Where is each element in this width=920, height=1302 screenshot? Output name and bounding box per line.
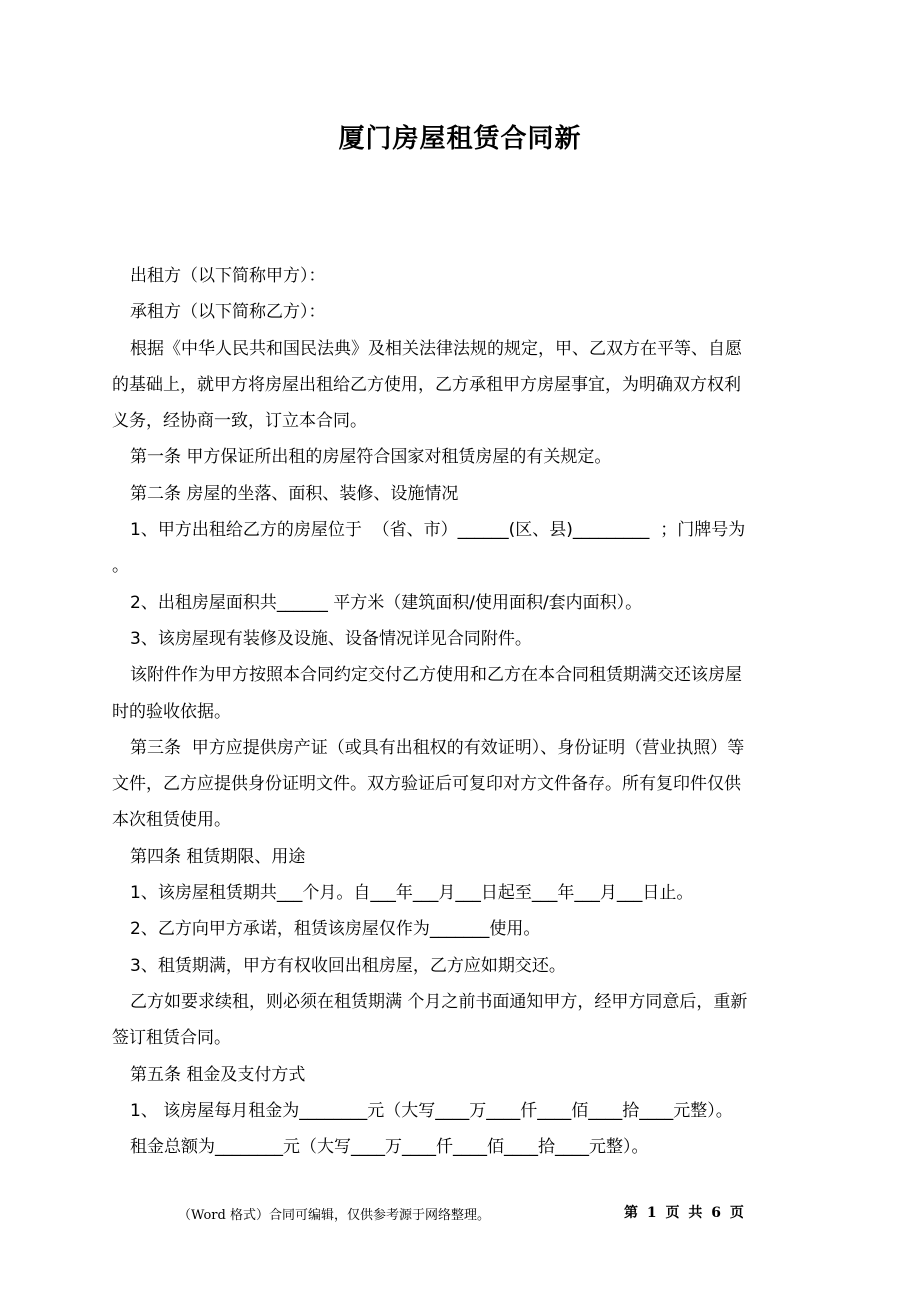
attachment-note-2: 时的验收依据。 [112, 701, 231, 722]
article-4-item-3: 3、租赁期满，甲方有权收回出租房屋，乙方应如期交还。 [130, 955, 566, 976]
article-2-item-1: 1、甲方出租给乙方的房屋位于 （省、市）______(区、县)_________ ；门牌号为 [130, 520, 746, 541]
article-3-line-1: 第三条 甲方应提供房产证（或具有出租权的有效证明）、身份证明（营业执照）等 [130, 737, 745, 758]
page-indicator: 第 1 页 共 6 页 [624, 1205, 746, 1221]
footer-note: （Word 格式）合同可编辑，仅供参考源于网络整理。 [178, 1208, 490, 1223]
renewal-line-1: 乙方如要求续租，则必须在租赁期满 个月之前书面通知甲方，经甲方同意后，重新 [130, 991, 748, 1012]
preamble-line-3: 义务，经协商一致，订立本合同。 [112, 411, 367, 432]
article-3-line-2: 文件，乙方应提供身份证明文件。双方验证后可复印对方文件备存。所有复印件仅供 [112, 774, 741, 795]
preamble-line-1: 根据《中华人民共和国民法典》及相关法律法规的规定，甲、乙双方在平等、自愿 [130, 338, 742, 359]
article-2-heading: 第二条 房屋的坐落、面积、装修、设施情况 [130, 483, 459, 504]
article-2-item-2: 2、出租房屋面积共______ 平方米（建筑面积/使用面积/套内面积）。 [130, 592, 643, 613]
document-body [112, 258, 812, 1165]
lessor-line: 出租方（以下简称甲方）： [130, 266, 326, 286]
article-5-heading: 第五条 租金及支付方式 [130, 1064, 306, 1085]
article-4-item-2: 2、乙方向甲方承诺，租赁该房屋仅作为_______使用。 [130, 919, 541, 940]
preamble-line-2: 的基础上，就甲方将房屋出租给乙方使用，乙方承租甲方房屋事宜，为明确双方权利 [112, 374, 741, 395]
lessee-line: 承租方（以下简称乙方）： [130, 302, 326, 323]
article-1: 第一条 甲方保证所出租的房屋符合国家对租赁房屋的有关规定。 [130, 447, 612, 468]
article-3-line-3: 本次租赁使用。 [112, 810, 231, 831]
article-5-total: 租金总额为________元（大写____万____仟____佰____拾____元整）。 [130, 1137, 649, 1158]
article-2-item-3: 3、该房屋现有装修及设施、设备情况详见合同附件。 [130, 628, 532, 649]
renewal-line-2: 签订租赁合同。 [112, 1028, 231, 1049]
attachment-note-1: 该附件作为甲方按照本合同约定交付乙方使用和乙方在本合同租赁期满交还该房屋 [130, 665, 742, 686]
article-5-item-1: 1、 该房屋每月租金为________元（大写____万____仟____佰____拾____元整）。 [130, 1100, 733, 1121]
article-4-item-1: 1、该房屋租赁期共___个月。自___年___月___日起至___年___月___日止。 [130, 883, 694, 904]
document-title: 厦门房屋租赁合同新 [338, 124, 582, 154]
article-4-heading: 第四条 租赁期限、用途 [130, 846, 306, 867]
article-2-item-1-cont: 。 [112, 556, 129, 577]
